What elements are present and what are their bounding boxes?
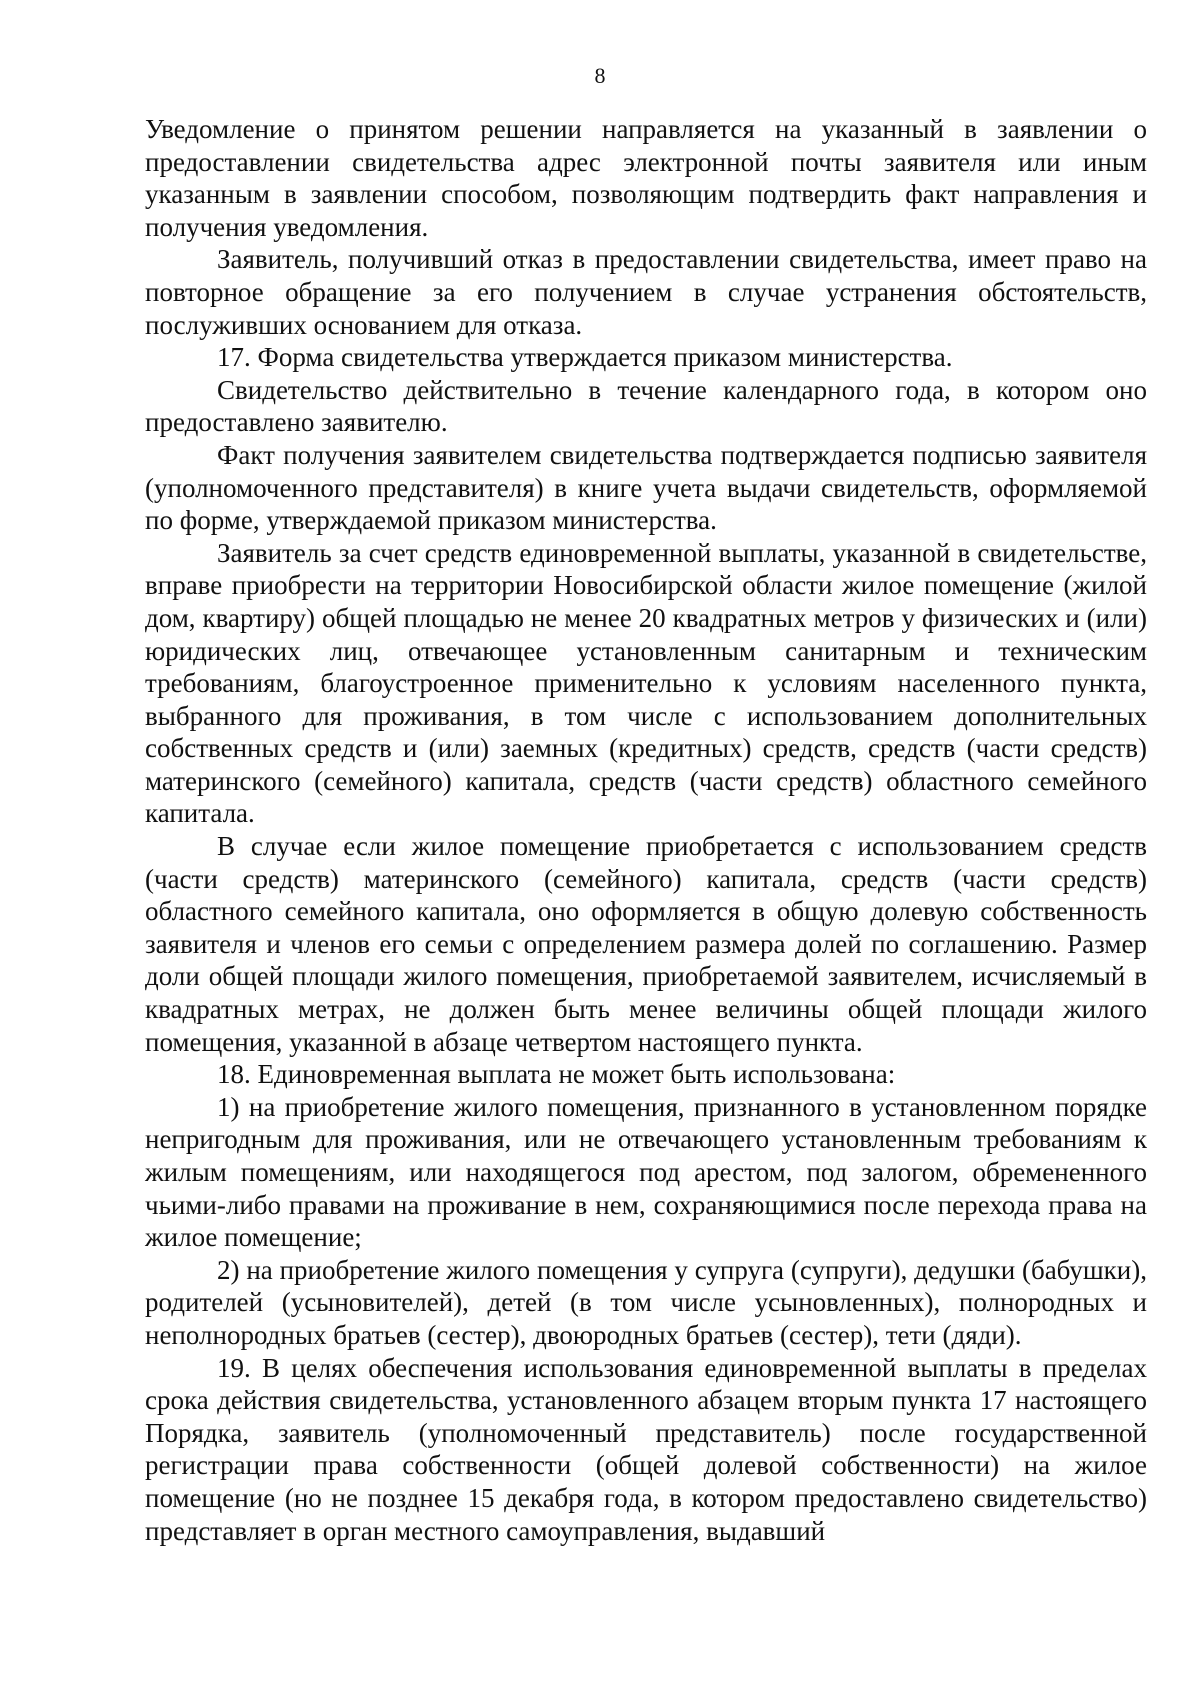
page-number: 8 [594,63,606,88]
paragraph-refusal-reapply: Заявитель, получивший отказ в предоставлении свидетельства, имеет право на повторное обращение за его получением в случае устранения обстоятельств, послуживших основанием для отказа. [145,244,1147,340]
paragraph-shared-ownership: В случае если жилое помещение приобретается с использованием средств (части средств) материнского (семейного) капитала, средств (части средств) областного семейного капитала, оно оформляется в общую долевую собственность заявителя и членов его семьи с определением размера долей по соглашению. Размер доли общей площади жилого помещения, приобретаемой заявителем, исчисляемый в квадратных метрах, не должен быть менее величины общей площади жилого помещения, указанной в абзаце четвертом настоящего пункта. [145,831,1147,1057]
paragraph-item-17-form: 17. Форма свидетельства утверждается приказом министерства. [217,342,953,373]
paragraph-item-18-restrictions: 18. Единовременная выплата не может быть использована: [217,1059,896,1090]
paragraph-receipt-confirmation: Факт получения заявителем свидетельства подтверждается подписью заявителя (уполномоченного представителя) в книге учета выдачи свидетельств, оформляемой по форме, утверждаемой приказом министерства. [145,439,1147,536]
paragraph-restriction-2: 2) на приобретение жилого помещения у супруга (супруги), дедушки (бабушки), родителей (усыновителей), детей (в том числе усыновленных), полнородных и неполнородных братьев (сестер), двоюродных братьев (сестер), тети (дяди). [145,1254,1147,1350]
paragraph-housing-purchase: Заявитель за счет средств единовременной выплаты, указанной в свидетельстве, вправе приобрести на территории Новосибирской области жилое помещение (жилой дом, квартиру) общей площадью не менее 20 квадратных метров у физических и (или) юридических лиц, отвечающее установленным санитарным и техническим требованиям, благоустроенное применительно к условиям населенного пункта, выбранного для проживания, в том числе с использованием дополнительных собственных средств и (или) заемных (кредитных) средств, средств (части средств) материнского (семейного) капитала, средств (части средств) областного семейного капитала. [145,537,1147,829]
paragraph-notification: Уведомление о принятом решении направляется на указанный в заявлении о предоставлении свидетельства адрес электронной почты заявителя или иным указанным в заявлении способом, позволяющим подтвердить факт направления и получения уведомления. [145,114,1147,242]
paragraph-validity: Свидетельство действительно в течение календарного года, в котором оно предоставлено заявителю. [145,374,1147,438]
document-body [145,113,1147,1547]
paragraph-restriction-1: 1) на приобретение жилого помещения, признанного в установленном порядке непригодным для проживания, или не отвечающего установленным требованиям к жилым помещениям, или находящегося под арестом, под залогом, обремененного чьими-либо правами на проживание в нем, сохраняющимися после перехода права на жилое помещение; [145,1091,1147,1253]
paragraph-item-19: 19. В целях обеспечения использования единовременной выплаты в пределах срока действия свидетельства, установленного абзацем вторым пункта 17 настоящего Порядка, заявитель (уполномоченный представитель) после государственной регистрации права собственности (общей долевой собственности) на жилое помещение (но не позднее 15 декабря года, в котором предоставлено свидетельство) представляет в орган местного самоуправления, выдавший [145,1352,1147,1546]
